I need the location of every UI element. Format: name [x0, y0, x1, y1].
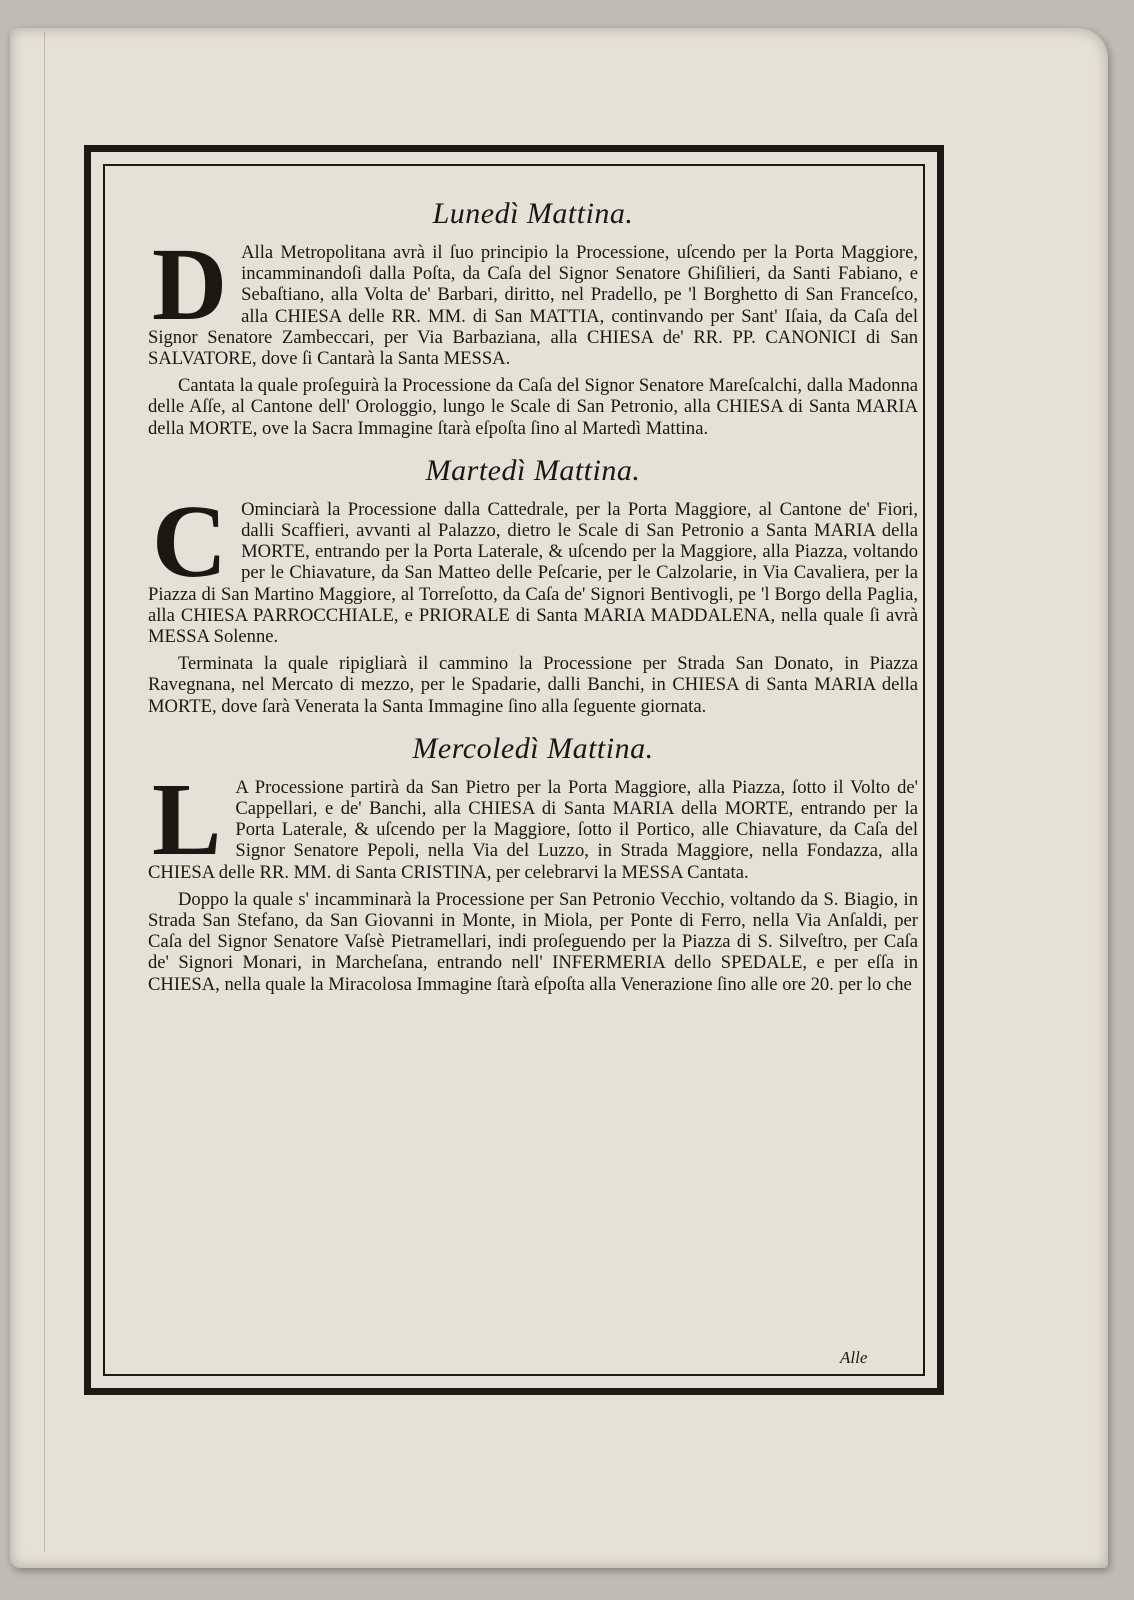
paragraph: A Processione partirà da San Pietro per la Porta Maggiore, alla Piazza, ſotto il Volto de' Cappellari, e de' Banchi, alla CHIESA di Santa MARIA della MORTE, entrando per la Porta Laterale, & uſcendo per la Maggiore, ſotto il Portico, alle Chiavature, da Caſa del Signor Senatore Pepoli, nella Via del Luzzo, in Strada Maggiore, nella Fondazza, alla CHIESA delle RR. MM. di Santa CRISTINA, per celebrarvi la MESSA Cantata. [148, 776, 918, 883]
drop-cap: D [152, 227, 228, 342]
paragraph: Ominciarà la Processione dalla Cattedrale, per la Porta Maggiore, al Cantone de' Fiori, dalli Scaffieri, avvanti al Palazzo, dietro le Scale di San Petronio a Santa MARIA della MORTE, entrando per la Porta Laterale, & uſcendo per la Maggiore, alla Piazza, voltando per le Chiavature, da San Matteo delle Peſcarie, per le Calzolarie, in Via Cavaliera, per la Piazza di San Martino Maggiore, al Torreſotto, da Caſa de' Signori Bentivogli, pe 'l Borgo della Paglia, alla CHIESA PARROCCHIALE, e PRIORALE di Santa MARIA MADDALENA, nella quale ſi avrà MESSA Solenne. [148, 498, 918, 648]
paragraph: Doppo la quale s' incamminarà la Processione per San Petronio Vecchio, voltando da S. Biagio, in Strada San Stefano, da San Giovanni in Monte, in Miola, per Ponte di Ferro, nella Via Anſaldi, per Caſa del Signor Senatore Vaſsè Pietramellari, indi proſeguendo per la Piazza di S. Silveſtro, per Caſa de' Signori Monari, in Marcheſana, entrando nell' INFERMERIA dello SPEDALE, e per eſſa in CHIESA, nella quale la Miracolosa Immagine ſtarà eſpoſta alla Venerazione ſino alle ore 20. per lo che [148, 888, 918, 995]
paragraph: Cantata la quale proſeguirà la Processione da Caſa del Signor Senatore Mareſcalchi, dalla Madonna delle Aſſe, al Cantone dell' Orologgio, lungo le Scale di San Petronio, alla CHIESA di Santa MARIA della MORTE, ove la Sacra Immagine ſtarà eſpoſta ſino al Martedì Mattina. [148, 375, 918, 439]
drop-cap: L [152, 761, 222, 877]
paragraph: Terminata la quale ripigliarà il cammino la Processione per Strada San Donato, in Piazza Ravegnana, nel Mercato di mezzo, per le Spadarie, dalli Banchi, in CHIESA di Santa MARIA della MORTE, dove ſarà Venerata la Santa Immagine ſino alla ſeguente giornata. [148, 653, 918, 717]
section-heading: Mercoledì Mattina. [412, 731, 654, 765]
catchword: Alle [840, 1348, 868, 1367]
page-fold [44, 32, 45, 1552]
section-lunedi [148, 196, 918, 439]
section-heading: Martedì Mattina. [425, 453, 641, 487]
document-body [148, 190, 918, 1009]
section-heading: Lunedì Mattina. [432, 197, 634, 230]
paragraph: Alla Metropolitana avrà il ſuo principio la Processione, uſcendo per la Porta Maggiore, incamminandoſi dalla Poſta, da Caſa del Signor Senatore Ghiſilieri, da Santi Fabiano, e Sebaſtiano, alla Volta de' Barbari, diritto, nel Pradello, pe 'l Borghetto di San Franceſco, alla CHIESA delle RR. MM. di San MATTIA, continvando per Sant' Iſaia, da Caſa del Signor Senatore Zambeccari, per Via Barbaziana, alla CHIESA de' RR. PP. CANONICI di San SALVATORE, dove ſi Cantarà la Santa MESSA. [148, 242, 918, 370]
section-martedi [148, 453, 918, 717]
drop-cap: C [152, 483, 228, 599]
section-mercoledi [148, 731, 918, 995]
